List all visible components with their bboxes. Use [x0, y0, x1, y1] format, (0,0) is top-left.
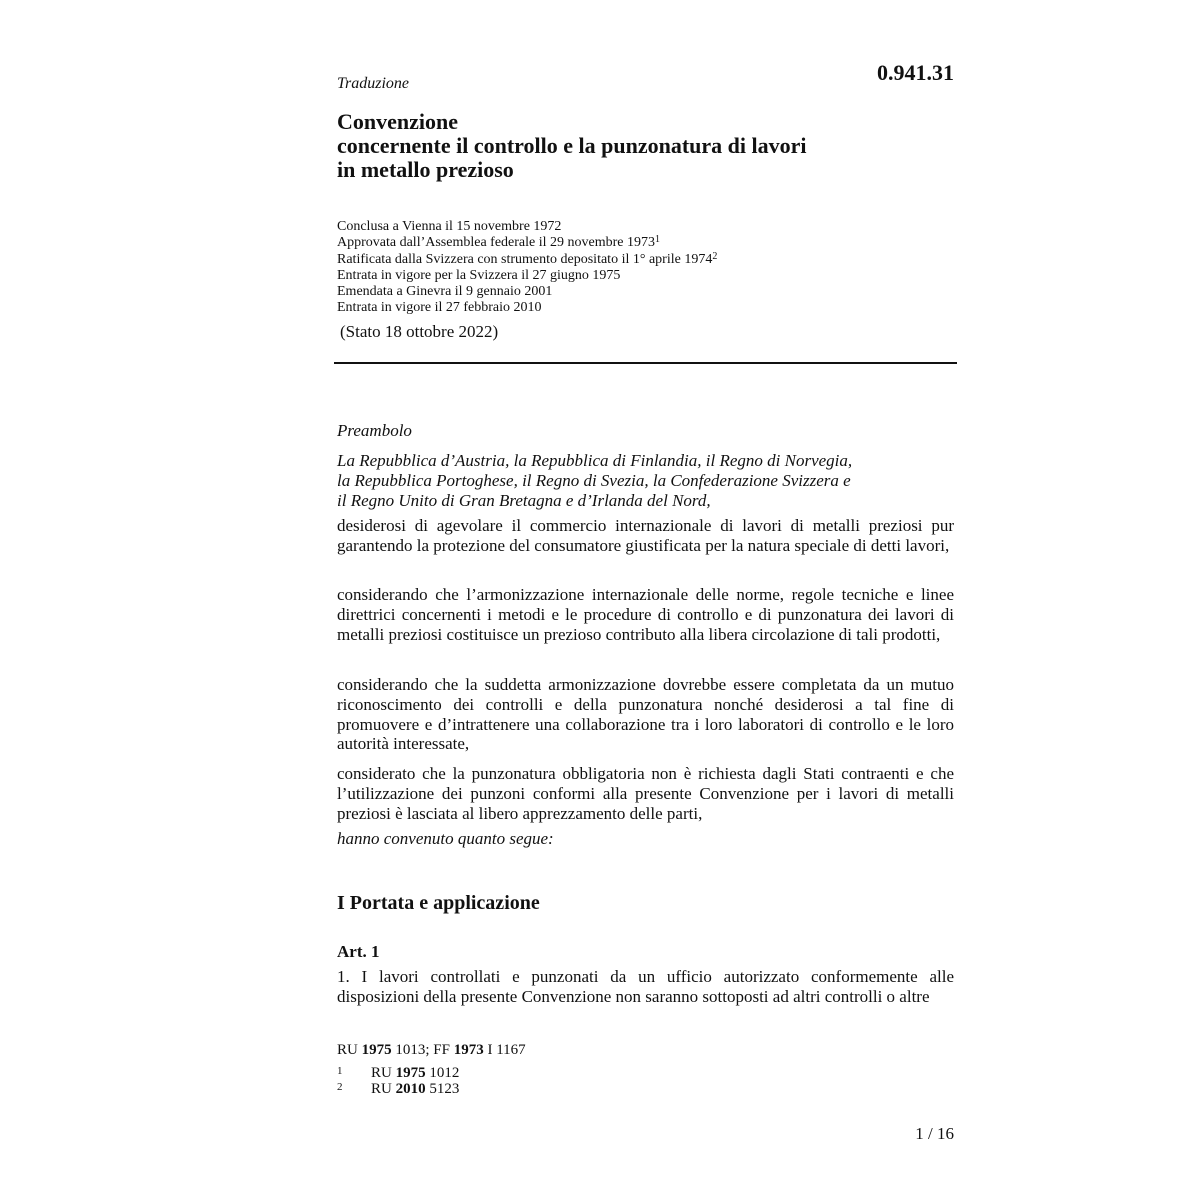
preamble-heading: Preambolo	[337, 421, 412, 440]
contracting-parties	[337, 451, 852, 510]
parties-line-2: la Repubblica Portoghese, il Regno di Svezia, la Confederazione Svizzera e	[337, 470, 851, 490]
article-paragraph-1: 1. I lavori controllati e punzonati da un ufficio autorizzato conformemente alle disposizioni della presente Convenzione non saranno sottoposti ad altri controlli o altre	[337, 967, 954, 1006]
title-line-3: in metallo prezioso	[337, 157, 514, 182]
footnote-number: 2	[337, 1081, 343, 1093]
meta-approved: Approvata dall’Assemblea federale il 29 novembre 1973$^1$	[337, 234, 661, 251]
enactment-metadata	[337, 219, 717, 317]
article-heading: Art. 1	[337, 942, 380, 961]
footnote-ref-2[interactable]: 2	[712, 250, 718, 262]
meta-ratified: Ratificata dalla Svizzera con strumento depositato il 1° aprile 1974$^2$	[337, 250, 718, 267]
sr-number: 0.941.31	[877, 60, 954, 85]
parties-line-1: La Repubblica d’Austria, la Repubblica di Finlandia, il Regno di Norvegia,	[337, 451, 853, 470]
meta-amendment-entry-into-force: Entrata in vigore il 27 febbraio 2010	[337, 300, 542, 316]
footnote-ref-1[interactable]: 1	[655, 234, 661, 246]
preamble-paragraph-2: considerando che l’armonizzazione internazionale delle norme, regole tecniche e linee direttrici concernenti i metodi e le procedure di controllo e di punzonatura dei lavori di metalli preziosi costituisce un prezioso contributo alla libera circolazione di tali prodotti,	[337, 585, 954, 644]
preamble-paragraph-4: considerato che la punzonatura obbligatoria non è richiesta dagli Stati contraenti e che l’utilizzazione dei punzoni conformi alla presente Convenzione per i lavori di metalli preziosi è lasciata al libero apprezzamento delle parti,	[337, 764, 954, 823]
title-line-2: concernente il controllo e la punzonatura di lavori	[337, 133, 807, 158]
footnote-1: 1 RU 1975 1012	[337, 1065, 460, 1081]
translation-label: Traduzione	[337, 75, 410, 92]
parties-line-3: il Regno Unito di Gran Bretagna e d’Irlanda del Nord,	[337, 490, 711, 510]
document-title	[337, 110, 807, 182]
preamble-paragraph-3: considerando che la suddetta armonizzazione dovrebbe essere completata da un mutuo riconoscimento dei controlli e della punzonatura nonché desiderosi a tal fine di promuovere e d’intrattenere una collaborazione tra i loro laboratori di controllo e le loro autorità interessate,	[337, 675, 954, 754]
meta-amended: Emendata a Ginevra il 9 gennaio 2001	[337, 284, 553, 300]
preamble-paragraph-1: desiderosi di agevolare il commercio internazionale di lavori di metalli preziosi pur garantendo la protezione del consumatore giustificata per la natura speciale di detti lavori,	[337, 516, 954, 555]
footnote-2: 2 RU 2010 5123	[337, 1081, 460, 1097]
meta-concluded: Conclusa a Vienna il 15 novembre 1972	[337, 219, 562, 234]
page-number: 1 / 16	[915, 1124, 954, 1143]
header-divider	[334, 362, 957, 364]
title-line-1: Convenzione	[337, 109, 458, 134]
section-title: I Portata e applicazione	[337, 892, 540, 914]
footnote-number: 1	[337, 1065, 343, 1077]
status-date: (Stato 18 ottobre 2022)	[340, 322, 499, 341]
preamble-conclusion: hanno convenuto quanto segue:	[337, 829, 554, 848]
meta-entry-into-force-switzerland: Entrata in vigore per la Svizzera il 27 giugno 1975	[337, 267, 621, 283]
source-reference: RU 1975 1013; FF 1973 I 1167	[337, 1042, 526, 1058]
